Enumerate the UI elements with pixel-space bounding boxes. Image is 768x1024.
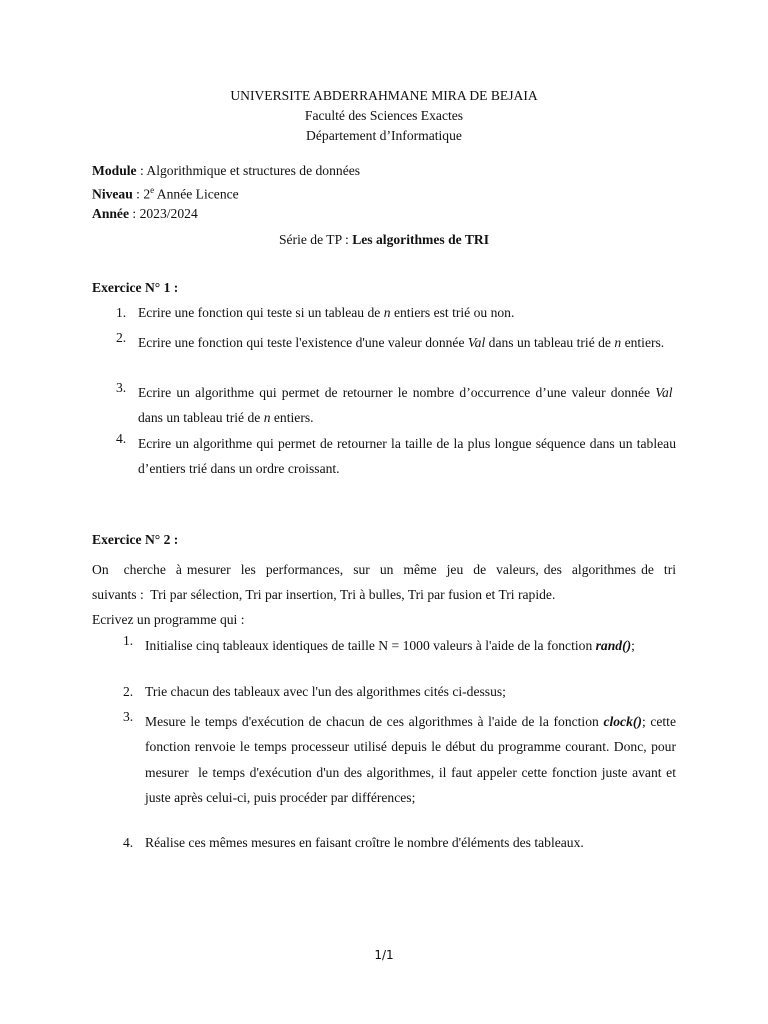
ex2-item-3-number: 3. [123,709,134,724]
ex1-item-4-text: Ecrire un algorithme qui permet de retourner la taille de la plus longue séquence dans un tableau d’entiers trié dans un ordre croissant. [138,436,676,477]
ex1-item-1-number: 1. [116,305,127,320]
annee-line [92,204,360,224]
niveau-value-post: Année Licence [154,186,239,202]
ex1-item-2-number: 2. [116,330,127,345]
course-meta [92,161,360,223]
niveau-superscript: e [150,184,155,195]
ex2-intro: On cherche à mesurer les performances, sur un même jeu de valeurs, des algorithmes de tri suivants : Tri par sélection, Tri par insertion, Tri à bulles, Tri par fusion et Tri rapide. [92,562,676,603]
department-name: Département d’Informatique [306,128,462,143]
exercise-2-title: Exercice N° 2 : [92,532,179,547]
ex1-item-2-text: Ecrire une fonction qui teste l'existence d'une valeur donnée Val dans un tableau trié de n entiers. [138,335,665,350]
page-number: 1/1 [374,948,394,962]
faculty-name: Faculté des Sciences Exactes [304,108,464,123]
ex2-item-3-text: Mesure le temps d'exécution de chacun de ces algorithmes à l'aide de la fonction clock(); cette fonction renvoie le temps processeur utilisé depuis le début du programme courant. Donc, pour mesurer le temps d'exécution d'un des algorithmes, il faut appeler cette fonction juste avant et juste après celui-ci, puis procéder par différences; [145,714,676,805]
module-label: Module [92,163,137,178]
niveau-value: : 2 [132,186,151,202]
document-header [0,86,768,146]
module-line [92,161,360,181]
module-value: : Algorithmique et structures de données [136,163,361,178]
annee-value: : 2023/2024 [129,205,198,221]
ex2-item-4-number: 4. [123,835,134,850]
ex1-item-1-text: Ecrire une fonction qui teste si un tableau de n entiers est trié ou non. [138,305,515,320]
ex2-item-2-number: 2. [123,684,134,699]
serie-title [0,232,768,248]
ex1-item-4-number: 4. [116,431,127,446]
ex2-item-1-number: 1. [123,633,134,648]
ex2-item-4-text: Réalise ces mêmes mesures en faisant croître le nombre d'éléments des tableaux. [145,835,584,850]
niveau-label: Niveau [92,186,133,202]
ex1-item-3-number: 3. [116,380,127,395]
niveau-line [92,181,360,204]
ex1-item-3-text: Ecrire un algorithme qui permet de retourner le nombre d’occurrence d’une valeur donnée Val dans un tableau trié de n entiers. [138,385,676,426]
ex2-lead: Ecrivez un programme qui : [92,612,245,627]
exercise-1-title: Exercice N° 1 : [92,280,179,295]
ex2-item-2-text: Trie chacun des tableaux avec l'un des algorithmes cités ci-dessus; [145,684,506,699]
ex2-item-1-text: Initialise cinq tableaux identiques de taille N = 1000 valeurs à l'aide de la fonction rand(); [145,638,635,653]
serie-name: Les algorithmes de TRI [352,232,490,247]
serie-prefix: Série de TP : [278,232,353,247]
annee-label: Année [92,205,130,221]
university-name: UNIVERSITE ABDERRAHMANE MIRA DE BEJAIA [230,88,538,103]
